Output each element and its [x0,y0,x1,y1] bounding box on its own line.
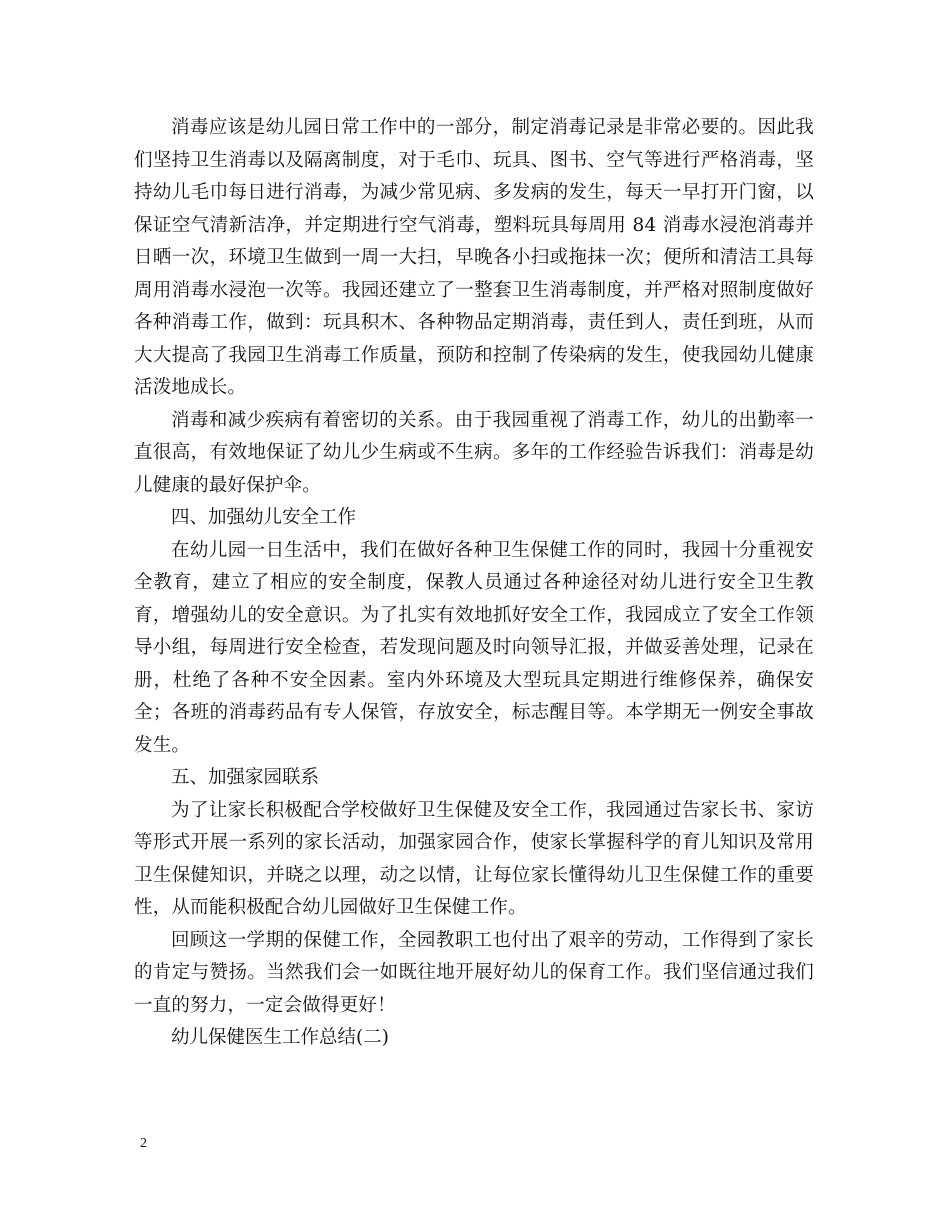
section-heading-safety: 四、加强幼儿安全工作 [171,507,357,528]
paragraph-disinfection-routine: 消毒应该是幼儿园日常工作中的一部分，制定消毒记录是非常必要的。因此我们坚持卫生消毒以及隔离制度，对于毛巾、玩具、图书、空气等进行严格消毒，坚持幼儿毛巾每日进行消毒，为减少常见病、多发病的发生，每天一早打开门窗，以保证空气清新洁净，并定期进行空气消毒，塑料玩具每周用 84 消毒水浸泡消毒并日晒一次，环境卫生做到一周一大扫，早晚各小扫或拖抹一次；便所和清洁工具每周用消毒水浸泡一次等。我园还建立了一整套卫生消毒制度，并严格对照制度做好各种消毒工作，做到：玩具积木、各种物品定期消毒，责任到人，责任到班，从而大大提高了我园卫生消毒工作质量，预防和控制了传染病的发生，使我园幼儿健康活泼地成长。 [134,117,814,398]
page-number: 2 [140,1136,147,1151]
paragraph-disinfection-benefit: 消毒和减少疾病有着密切的关系。由于我园重视了消毒工作，幼儿的出勤率一直很高，有效地保证了幼儿少生病或不生病。多年的工作经验告诉我们：消毒是幼儿健康的最好保护伞。 [134,409,814,496]
section-heading-home-school: 五、加强家园联系 [171,767,320,788]
paragraph-home-school-contact: 为了让家长积极配合学校做好卫生保健及安全工作，我园通过告家长书、家访等形式开展一系列的家长活动，加强家园合作，使家长掌握科学的育儿知识及常用卫生保健知识，并晓之以理，动之以情，让每位家长懂得幼儿卫生保健工作的重要性，从而能积极配合幼儿园做好卫生保健工作。 [134,799,814,918]
document-subtitle: 幼儿保健医生工作总结(二) [171,1027,389,1048]
document-body [134,112,814,1055]
paragraph-safety-work: 在幼儿园一日生活中，我们在做好各种卫生保健工作的同时，我园十分重视安全教育，建立了相应的安全制度，保教人员通过各种途径对幼儿进行安全卫生教育，增强幼儿的安全意识。为了扎实有效地抓好安全工作，我园成立了安全工作领导小组，每周进行安全检查，若发现问题及时向领导汇报，并做妥善处理，记录在册，杜绝了各种不安全因素。室内外环境及大型玩具定期进行维修保养，确保安全；各班的消毒药品有专人保管，存放安全，标志醒目等。本学期无一例安全事故发生。 [134,539,814,756]
paragraph-review: 回顾这一学期的保健工作，全园教职工也付出了艰辛的劳动，工作得到了家长的肯定与赞扬。当然我们会一如既往地开展好幼儿的保育工作。我们坚信通过我们一直的努力，一定会做得更好！ [134,929,814,1016]
